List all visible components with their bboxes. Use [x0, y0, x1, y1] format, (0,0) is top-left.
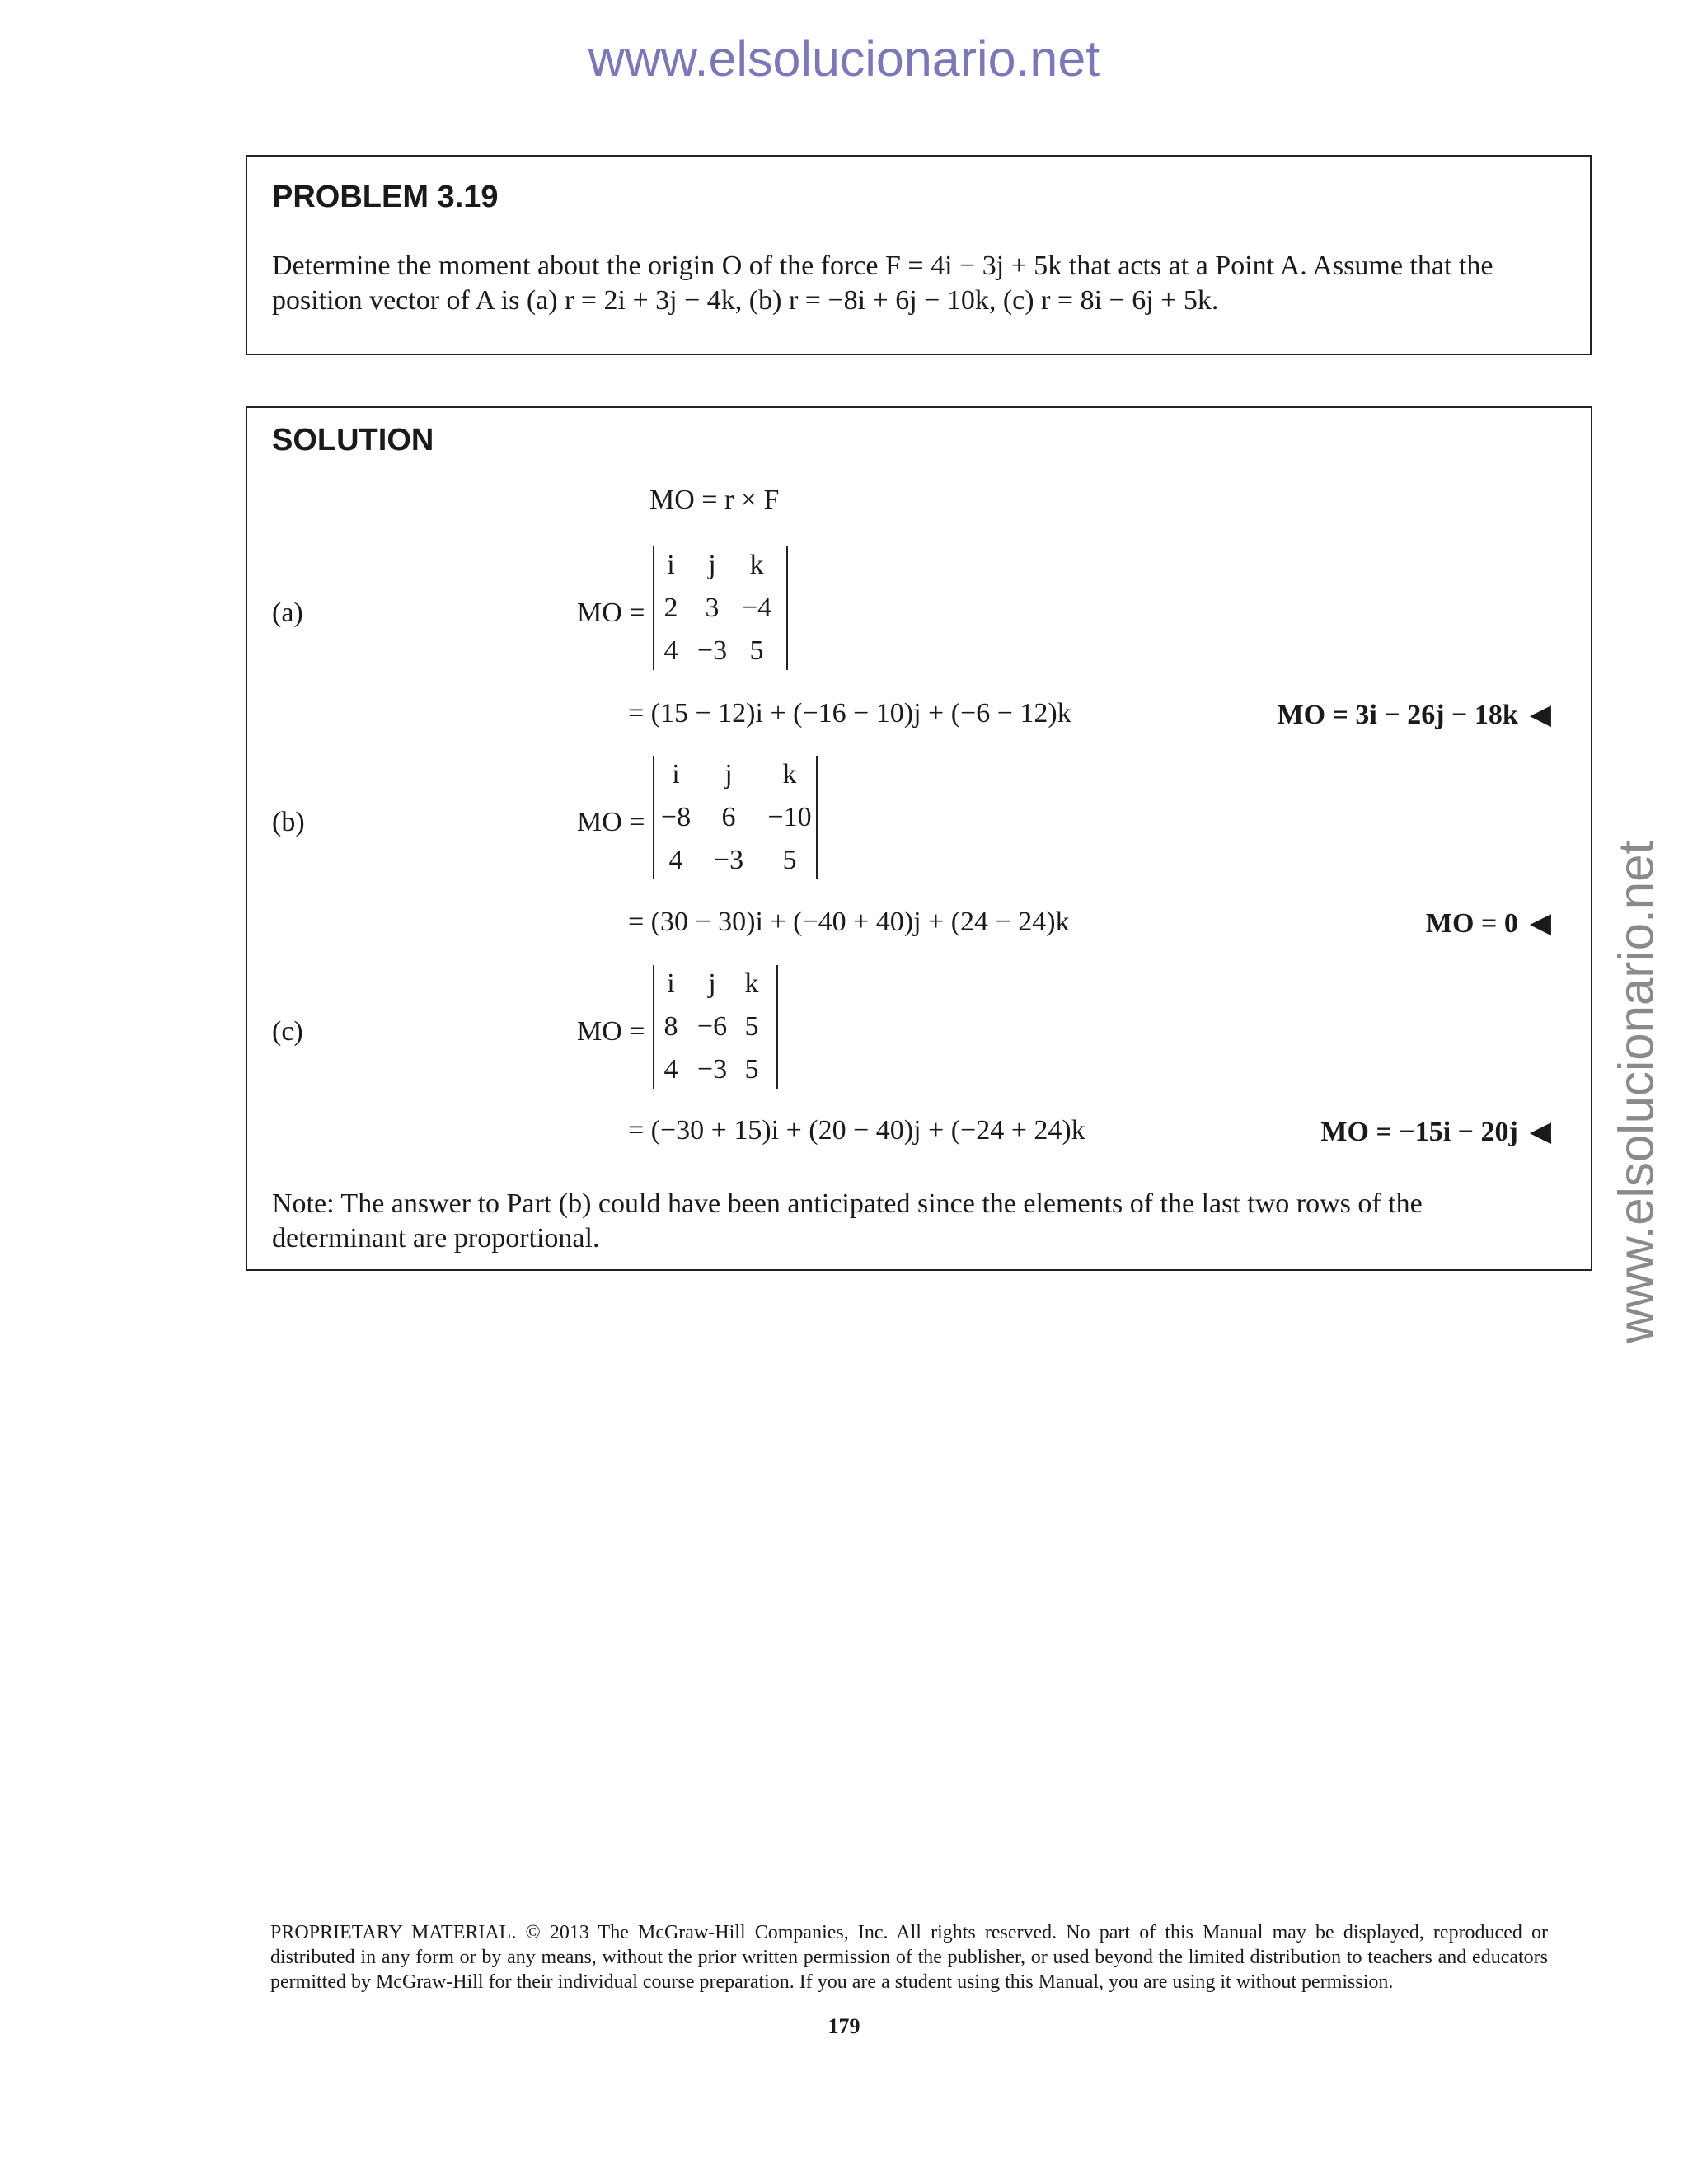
part-c-lhs: MO = [577, 1016, 645, 1047]
answer-text: MO = 3i − 26j − 18k [1277, 700, 1518, 730]
part-a-label: (a) [272, 598, 303, 628]
part-a-answer [1278, 698, 1552, 731]
problem-box [246, 155, 1592, 355]
det-cell: −8 [660, 802, 692, 832]
answer-text: MO = −15i − 20j [1320, 1117, 1518, 1147]
det-cell: 4 [663, 635, 678, 666]
det-cell: −3 [696, 1054, 728, 1085]
watermark-side: www.elsolucionario.net [1608, 840, 1664, 1344]
problem-statement: Determine the moment about the origin O of the force F = 4i − 3j + 5k that acts at a Point A. Assume that the position vector of A is (a) r = 2i + 3j − 4k, (b) r = −8i + 6j − 10k, (c) r = 8i − 6j + 5k. [272, 251, 1493, 316]
det-cell: 4 [663, 1054, 678, 1085]
det-cell: i [667, 550, 675, 580]
copyright-footer: PROPRIETARY MATERIAL. © 2013 The McGraw-Hill Companies, Inc. All rights reserved. No part of this Manual may be displayed, reproduced or distributed in any form or by any means, without the prior written permission of the publisher, or used beyond the limited distribution to teachers and educators permitted by McGraw-Hill for their individual course preparation. If you are a student using this Manual, you are using it without permission. [270, 1922, 1548, 1993]
det-cell: −3 [713, 845, 744, 875]
det-cell: 5 [744, 1054, 759, 1085]
solution-note: Note: The answer to Part (b) could have been anticipated since the elements of the last two rows of the determinant are proportional. [272, 1188, 1423, 1254]
det-cell: 6 [721, 802, 736, 832]
part-a-lhs: MO = [577, 598, 645, 628]
part-a-determinant [653, 546, 788, 670]
solution-heading: SOLUTION [272, 423, 434, 457]
det-cell: k [749, 550, 764, 580]
part-c-label: (c) [272, 1016, 303, 1047]
det-cell: 3 [705, 593, 720, 623]
det-cell: 5 [744, 1011, 759, 1042]
det-cell: k [782, 759, 797, 790]
problem-heading: PROBLEM 3.19 [272, 180, 499, 214]
det-cell: −10 [767, 802, 812, 832]
det-cell: j [708, 968, 716, 999]
part-b-expansion: = (30 − 30)i + (−40 + 40)j + (24 − 24)k [628, 907, 1070, 937]
answer-marker-icon: ◀ [1529, 907, 1551, 940]
det-cell: j [724, 759, 733, 790]
det-cell: 4 [668, 845, 683, 875]
solution-box [246, 406, 1592, 1271]
det-cell: j [708, 550, 716, 580]
det-cell: 5 [749, 635, 764, 666]
det-cell: i [672, 759, 680, 790]
part-b-determinant [653, 756, 818, 879]
det-cell: −6 [696, 1011, 728, 1042]
watermark-top: www.elsolucionario.net [588, 30, 1100, 87]
answer-text: MO = 0 [1425, 908, 1518, 939]
part-b-label: (b) [272, 807, 305, 837]
answer-marker-icon: ◀ [1529, 698, 1551, 731]
part-b-lhs: MO = [577, 807, 645, 837]
part-a-expansion: = (15 − 12)i + (−16 − 10)j + (−6 − 12)k [628, 698, 1071, 729]
det-cell: 8 [663, 1011, 678, 1042]
det-cell: −4 [741, 593, 772, 623]
det-cell: 2 [663, 593, 678, 623]
det-cell: k [744, 968, 759, 999]
part-c-expansion: = (−30 + 15)i + (20 − 40)j + (−24 + 24)k [628, 1115, 1085, 1146]
det-cell: −3 [696, 635, 728, 666]
det-cell: i [667, 968, 675, 999]
page-number: 179 [828, 2014, 860, 2038]
det-cell: 5 [782, 845, 797, 875]
moment-formula: MO = r × F [649, 485, 780, 515]
part-b-answer [1426, 907, 1551, 940]
part-c-determinant [653, 965, 778, 1089]
part-c-answer [1320, 1115, 1551, 1148]
answer-marker-icon: ◀ [1529, 1115, 1551, 1148]
